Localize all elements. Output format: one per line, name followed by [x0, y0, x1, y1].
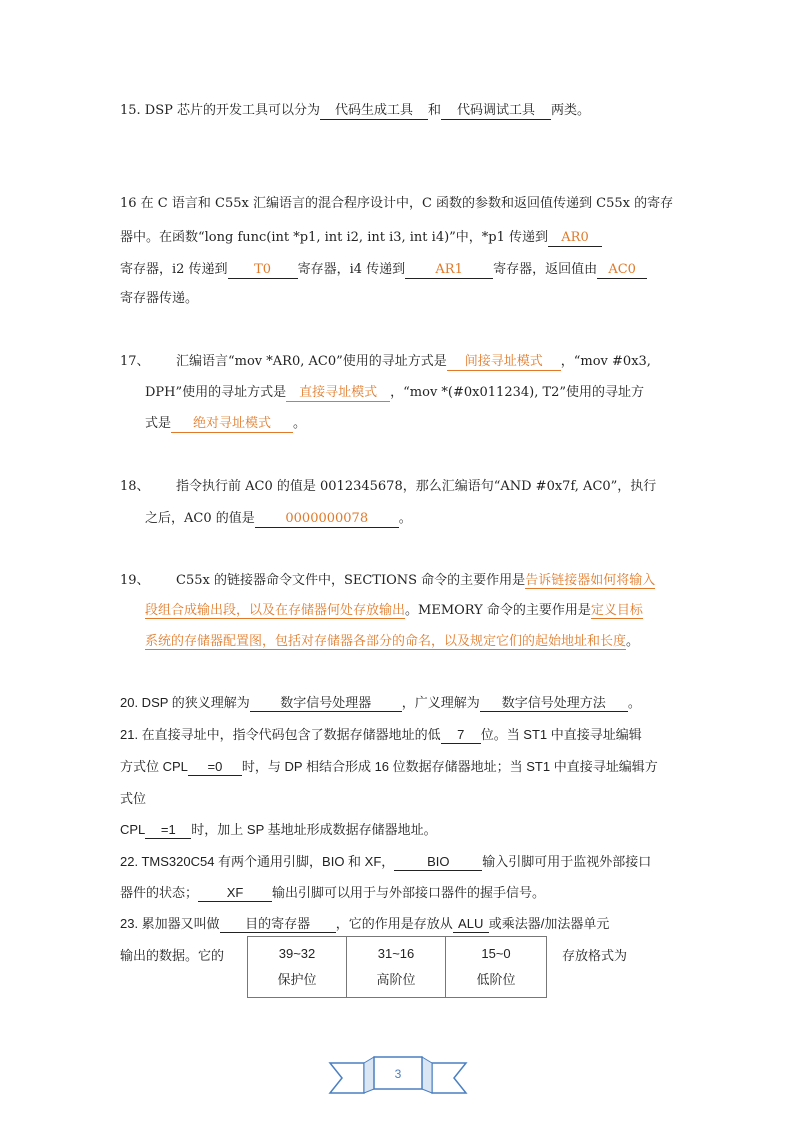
q17-answer-3: 绝对寻址模式: [171, 415, 293, 433]
q16-answer-3-text: AR1: [435, 262, 463, 277]
q18-text-3: 。: [398, 511, 412, 526]
q19-answer-1-part-1: 告诉链接器如何将输入: [525, 573, 656, 588]
q17-answer-2: 直接寻址模式: [286, 384, 390, 402]
question-21-line-3: 式位: [120, 791, 147, 806]
question-23-line-2-prefix: 输出的数据。它的: [120, 948, 225, 963]
q22-text-4: 输出引脚可以用于与外部接口器件的握手信号。: [272, 885, 546, 900]
q18-text-2: 之后，AC0 的值是: [145, 511, 255, 526]
q16-answer-2-text: T0: [254, 262, 272, 277]
q18-answer-1: [255, 510, 399, 528]
question-16-line-3: [120, 260, 647, 280]
question-19-line-3: [145, 632, 639, 652]
q22-text-2: 输入引脚可用于监视外部接口: [482, 854, 652, 869]
q16-text: 器中。在函数“long func(int *p1, int i2, int i3, int i4)”中，*p1 传递到: [120, 230, 549, 245]
q22-text-3: 器件的状态；: [120, 885, 199, 900]
question-17-line-2: [145, 383, 644, 403]
question-23-line-2-suffix: 存放格式为: [562, 948, 628, 963]
q17-text-6: 。: [293, 416, 307, 431]
q21-text-4: 时，与 DP 相结合形成 16 位数据存储器地址；当 ST1 中直接寻址编辑方: [241, 759, 658, 774]
q16-answer-4: [597, 261, 647, 279]
q22-answer-2: XF: [198, 884, 272, 902]
accumulator-format-table: [247, 936, 547, 998]
q21-text-3: 方式位 CPL: [120, 759, 188, 774]
q20-answer-2: 数字信号处理方法: [480, 694, 628, 712]
question-21-line-4: [120, 820, 437, 840]
q15-text-mid: 和: [428, 103, 442, 118]
question-21-line-1: [120, 725, 642, 745]
q17-text: 汇编语言“mov *AR0, AC0”使用的寻址方式是: [176, 354, 447, 369]
q16-answer-1-text: AR0: [561, 230, 589, 245]
question-17-line-3: [145, 414, 306, 434]
q23-text: 23. 累加器又叫做: [120, 916, 220, 931]
cell-bits: 31~16: [377, 946, 415, 961]
q21-answer-1: 7: [441, 726, 481, 744]
table-cell: [347, 937, 446, 998]
q22-answer-1: BIO: [394, 853, 482, 871]
q19-answer-1-part-2: 段组合成输出段，以及在存储器何处存放输出: [145, 603, 406, 618]
q15-answer-2: 代码调试工具: [441, 102, 551, 120]
q22-text: 22. TMS320C54 有两个通用引脚，BIO 和 XF，: [120, 854, 395, 869]
cell-label: 低阶位: [476, 972, 516, 987]
table-row: [248, 937, 547, 998]
table-cell: [446, 937, 547, 998]
cell-bits: 15~0: [481, 946, 511, 961]
question-18-line-2: [145, 509, 412, 529]
question-22-line-2: [120, 883, 545, 903]
q16-answer-4-text: AC0: [608, 262, 636, 277]
q17-answer-1: 间接寻址模式: [447, 353, 561, 371]
question-20: [120, 693, 641, 713]
question-22-line-1: [120, 852, 651, 872]
table-cell: [248, 937, 347, 998]
q21-text-2: 位。当 ST1 中直接寻址编辑: [480, 727, 642, 742]
q15-text: 15. DSP 芯片的开发工具可以分为: [120, 103, 321, 118]
q18-text: 指令执行前 AC0 的值是 0012345678，那么汇编语句“AND #0x7f, AC0”，执行: [176, 479, 657, 494]
question-16-line-4: 寄存器传递。: [120, 291, 199, 306]
q23-answer-2: ALU: [453, 915, 489, 933]
q17-text-3: DPH”使用的寻址方式是: [145, 385, 287, 400]
question-19-line-2: [145, 601, 643, 621]
q19-text-3: 。: [626, 634, 640, 649]
q20-answer-1: 数字信号处理器: [250, 694, 402, 712]
q19-answer-2-part-2: 系统的存储器配置图，包括对存储器各部分的命名，以及规定它们的起始地址和长度: [145, 634, 627, 649]
question-18-line-1: [120, 477, 656, 497]
q15-text-suffix: 两类。: [551, 103, 591, 118]
q17-number: 17、: [120, 354, 150, 369]
question-23-line-1: [120, 914, 609, 934]
q23-text-2: ，它的作用是存放从: [335, 916, 453, 931]
cell-label: 保护位: [277, 972, 317, 987]
q16-answer-2: [228, 261, 298, 279]
q16-text-2: 寄存器，i2 传递到: [120, 262, 228, 277]
q21-answer-2: =0: [188, 758, 242, 776]
question-17-line-1: [120, 352, 651, 372]
cell-bits: 39~32: [278, 946, 316, 961]
q19-number: 19、: [120, 573, 150, 588]
question-16-line-2: [120, 228, 602, 248]
q19-text: C55x 的链接器命令文件中，SECTIONS 命令的主要作用是: [176, 573, 526, 588]
q17-text-2: ，“mov #0x3,: [560, 354, 651, 369]
question-16-line-1: 16 在 C 语言和 C55x 汇编语言的混合程序设计中，C 函数的参数和返回值传递到 C55x 的寄存: [120, 196, 674, 211]
question-15: [120, 101, 590, 121]
q19-text-2: 。MEMORY 命令的主要作用是: [405, 603, 591, 618]
ribbon-icon: [328, 1053, 468, 1103]
q21-answer-3: =1: [145, 821, 191, 839]
q15-answer-1: 代码生成工具: [320, 102, 428, 120]
q18-number: 18、: [120, 479, 150, 494]
q19-answer-2-part-1: 定义目标: [590, 603, 643, 618]
q20-text-2: ，广义理解为: [401, 695, 480, 710]
cell-label: 高阶位: [376, 972, 416, 987]
q23-answer-1: 目的寄存器: [220, 915, 336, 933]
q16-answer-1: [548, 229, 602, 247]
q16-answer-3: [405, 261, 493, 279]
question-21-line-2: [120, 757, 658, 777]
q17-text-5: 式是: [145, 416, 172, 431]
q17-text-4: ，“mov *(#0x011234), T2”使用的寻址方: [390, 385, 645, 400]
page-number: 3: [394, 1067, 402, 1081]
q21-text-5: CPL: [120, 822, 146, 837]
q21-text: 21. 在直接寻址中，指令代码包含了数据存储器地址的低: [120, 727, 441, 742]
q16-text-3: 寄存器，i4 传递到: [297, 262, 406, 277]
question-19-line-1: [120, 571, 655, 591]
q18-answer-1-text: 0000000078: [285, 511, 369, 526]
q23-text-3: 或乘法器/加法器单元: [488, 916, 610, 931]
q20-text-3: 。: [627, 695, 641, 710]
q20-text: 20. DSP 的狭义理解为: [120, 695, 250, 710]
q21-text-6: 时，加上 SP 基地址形成数据存储器地址。: [191, 822, 437, 837]
q16-text-4: 寄存器，返回值由: [493, 262, 598, 277]
page-footer: [328, 1053, 468, 1103]
